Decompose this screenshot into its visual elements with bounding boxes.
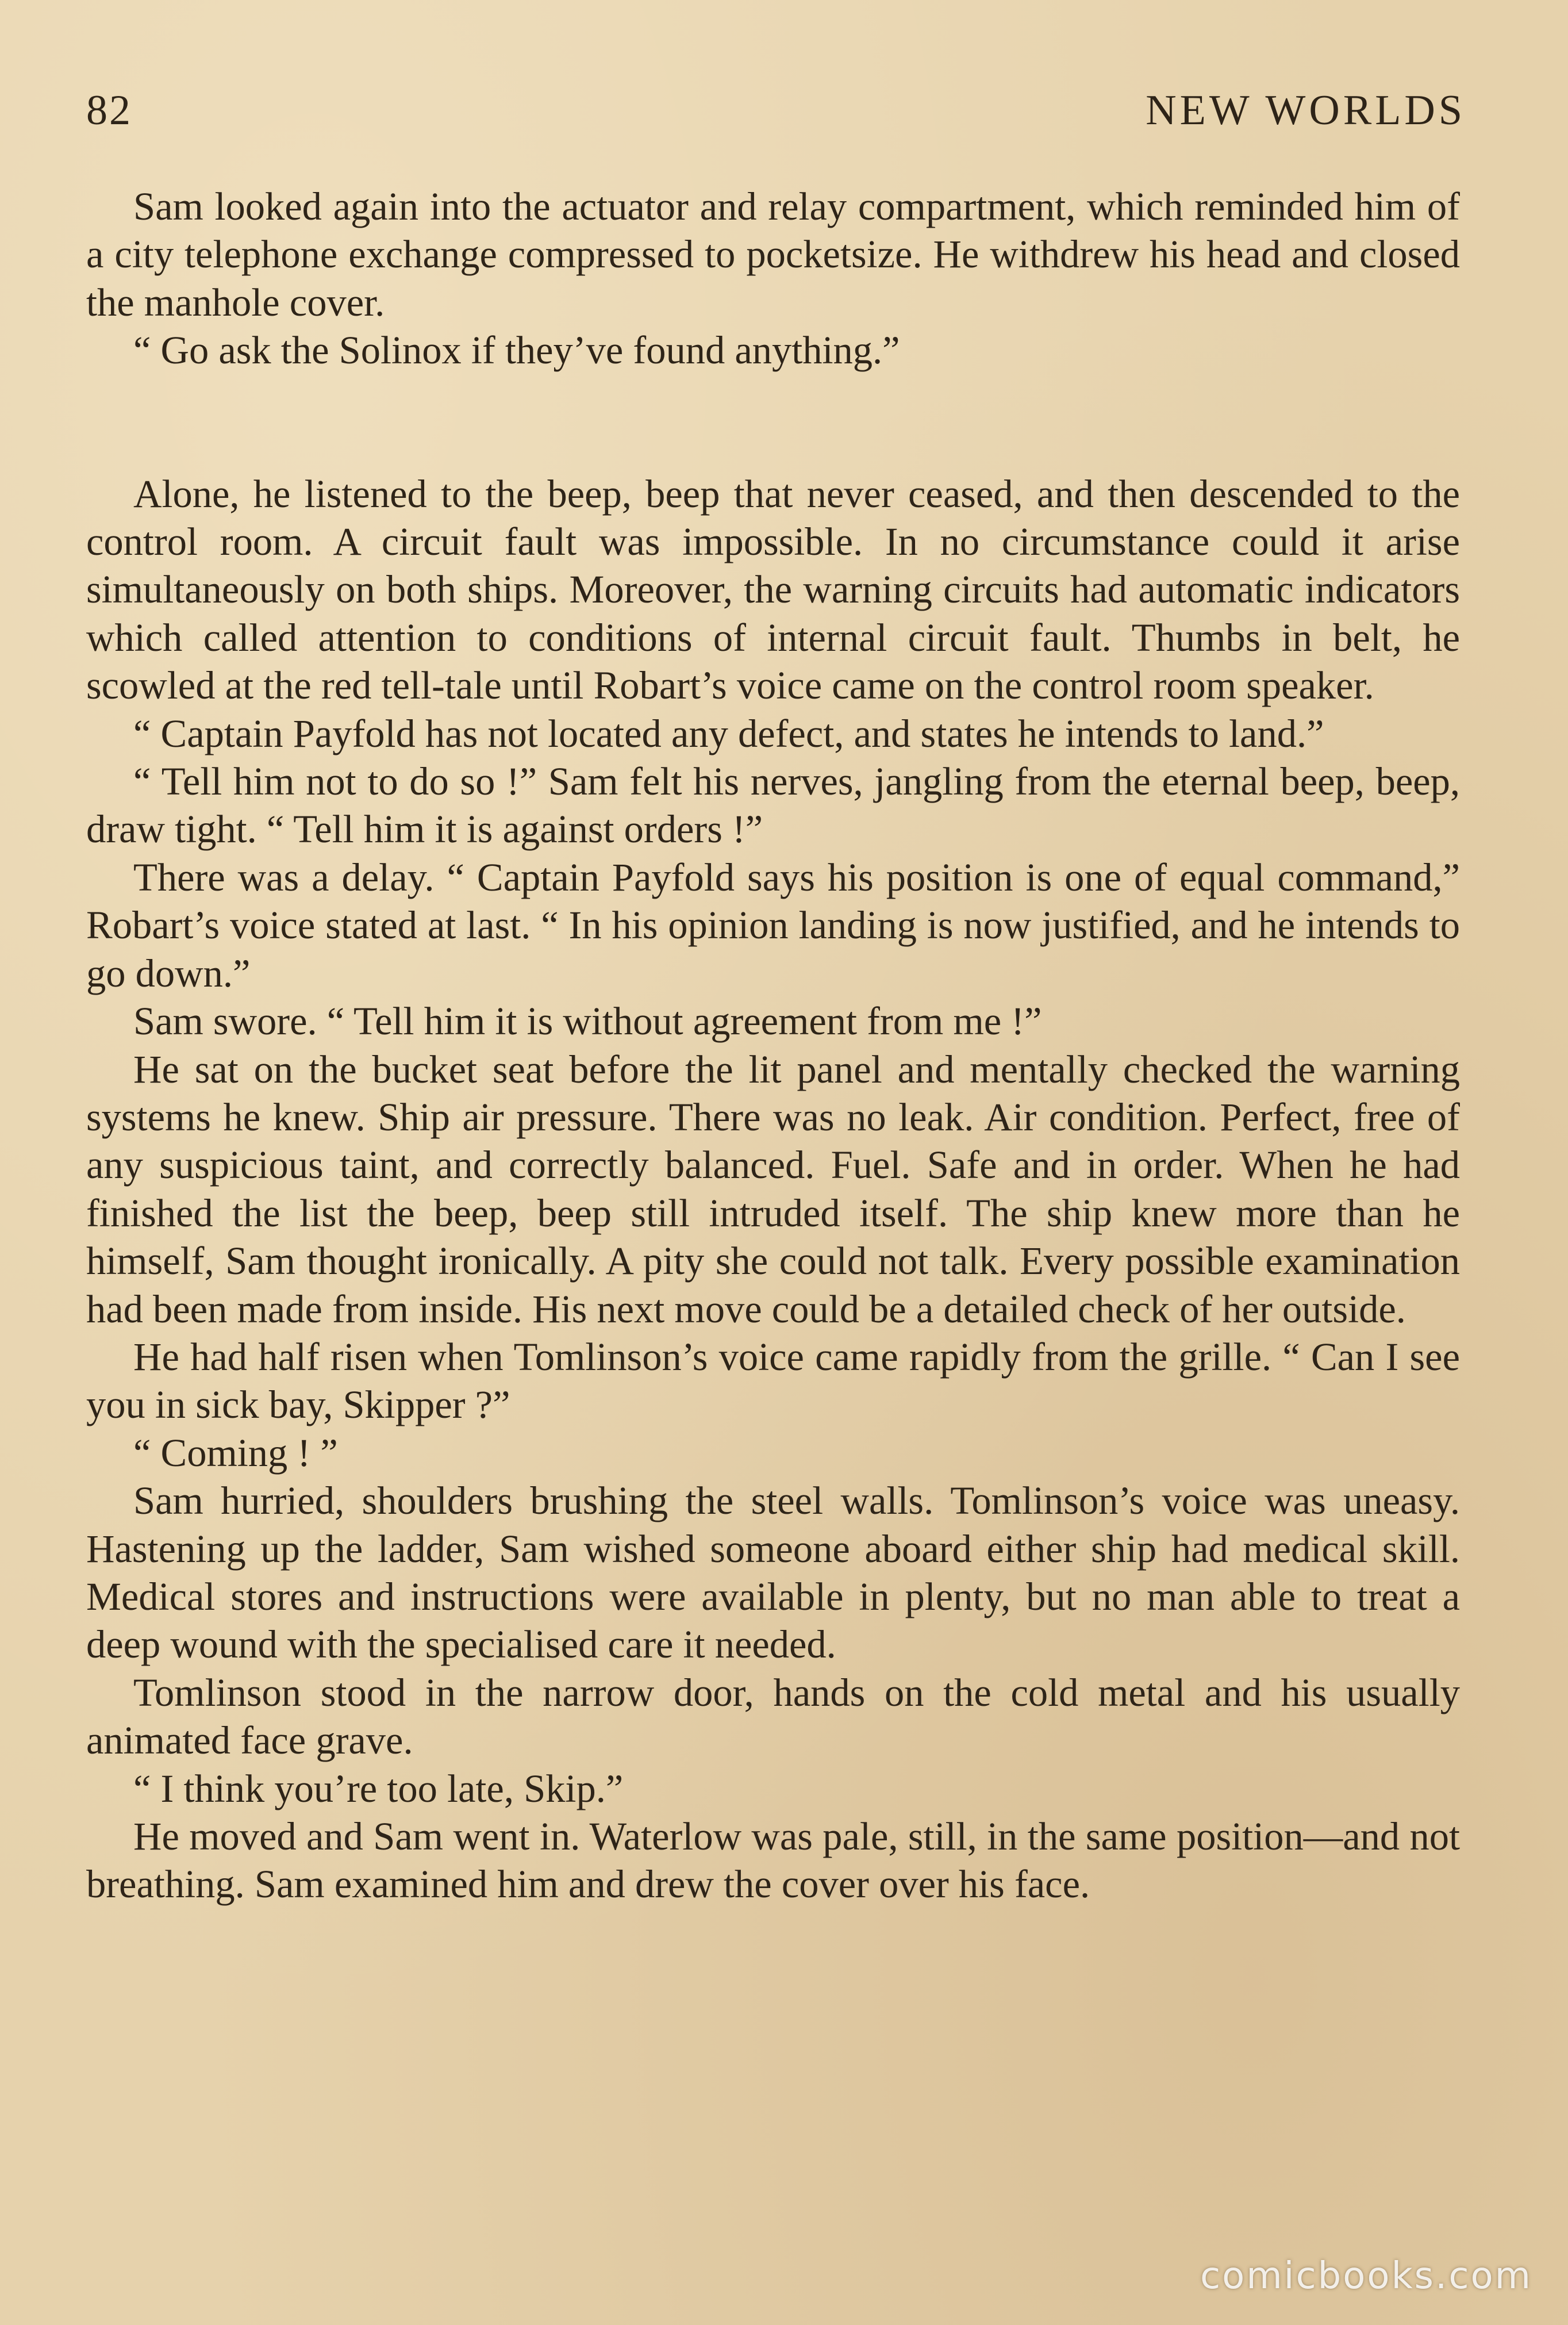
running-head: NEW WORLDS	[1146, 87, 1466, 134]
paragraph: “ Captain Payfold has not located any defect, and states he intends to land.”	[133, 711, 1324, 755]
paragraph: Tomlinson stood in the narrow door, hands on the cold metal and his usually animated face grave.	[86, 1670, 1460, 1763]
paragraph: Sam looked again into the actuator and relay compartment, which reminded him of a city telephone exchange compressed to pocketsize. He withdrew his head and closed the manhole cover.	[86, 185, 1460, 324]
page-header	[86, 86, 1466, 149]
watermark: comicbooks.com	[1200, 2255, 1532, 2297]
paragraph: “ I think you’re too late, Skip.”	[133, 1766, 624, 1810]
paragraph: “ Tell him not to do so !” Sam felt his nerves, jangling from the eternal beep, beep, draw tight. “ Tell him it is against orders !”	[86, 759, 1460, 851]
paragraph: He moved and Sam went in. Waterlow was pale, still, in the same position—and not breathing. Sam examined him and drew the cover over his face.	[86, 1814, 1460, 1906]
paragraph: He sat on the bucket seat before the lit panel and mentally checked the warning systems he knew. Ship air pressure. There was no leak. Air condition. Perfect, free of any suspicious taint, and correctly balanced. Fuel. Safe and in order. When he had finished the list the beep, beep still intruded itself. The ship knew more than he himself, Sam thought ironically. A pity she could not talk. Every possible examination had been made from inside. His next move could be a detailed check of her outside.	[86, 1047, 1460, 1331]
page-number: 82	[86, 87, 132, 134]
paragraph: He had half risen when Tomlinson’s voice came rapidly from the grille. “ Can I see you in sick bay, Skipper ?”	[86, 1334, 1460, 1427]
paragraph: Sam swore. “ Tell him it is without agreement from me !”	[133, 999, 1042, 1043]
paragraph: “ Coming ! ”	[133, 1430, 338, 1475]
body-text	[86, 183, 1460, 1909]
paragraph: “ Go ask the Solinox if they’ve found anything.”	[133, 328, 900, 373]
paragraph: There was a delay. “ Captain Payfold says his position is one of equal command,” Robart’s voice stated at last. “ In his opinion landing is now justified, and he intends to go down.”	[86, 855, 1460, 995]
paragraph: Alone, he listened to the beep, beep that never ceased, and then descended to the control room. A circuit fault was impossible. In no circumstance could it arise simultaneously on both ships. Moreover, the warning circuits had automatic indicators which called attention to conditions of internal circuit fault. Thumbs in belt, he scowled at the red tell-tale until Robart’s voice came on the control room speaker.	[86, 471, 1460, 708]
paragraph: Sam hurried, shoulders brushing the steel walls. Tomlinson’s voice was uneasy. Hastening up the ladder, Sam wished someone aboard either ship had medical skill. Medical stores and instructions were available in plenty, but no man able to treat a deep wound with the specialised care it needed.	[86, 1479, 1460, 1667]
